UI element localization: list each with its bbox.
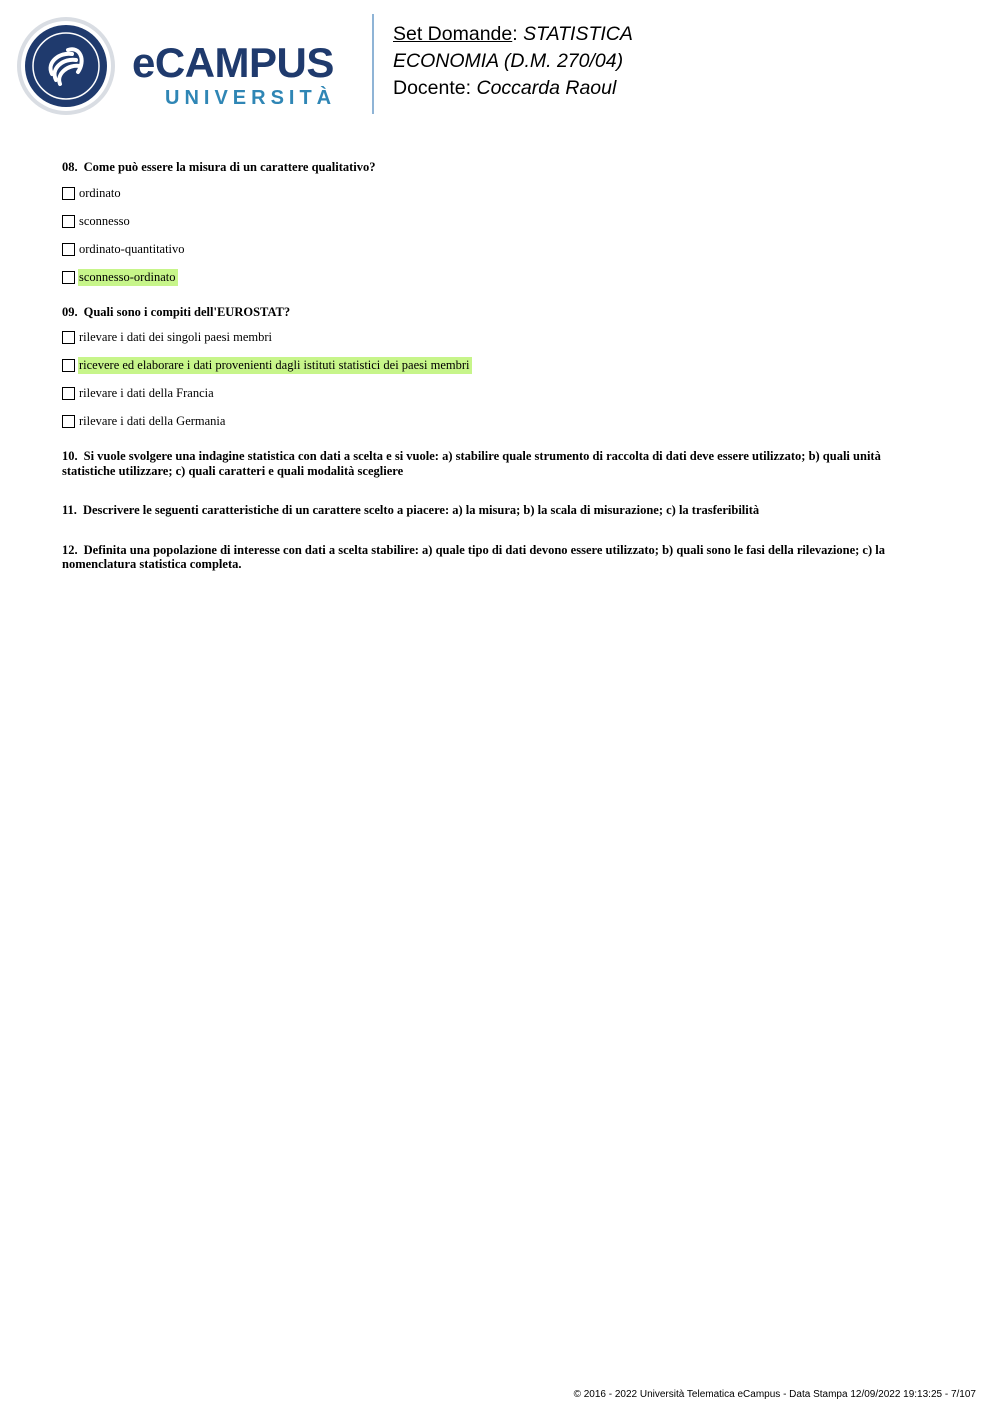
- answer-checkbox[interactable]: [62, 359, 75, 372]
- teacher-name: Coccarda Raoul: [476, 77, 617, 99]
- answer-label: rilevare i dati della Francia: [79, 386, 214, 400]
- logo-subtitle-text: UNIVERSITÀ: [165, 87, 337, 109]
- question-10: [62, 449, 922, 478]
- question-body: Come può essere la misura di un carattere qualitativo?: [83, 160, 376, 174]
- answer-option[interactable]: [62, 412, 922, 431]
- question-list: [62, 160, 922, 597]
- header-info: [393, 21, 633, 102]
- answer-checkbox[interactable]: [62, 387, 75, 400]
- question-number: 08.: [62, 160, 78, 174]
- answer-option-correct[interactable]: [62, 268, 922, 287]
- answer-label: rilevare i dati della Germania: [79, 414, 226, 428]
- question-08: [62, 160, 922, 287]
- answer-checkbox[interactable]: [62, 243, 75, 256]
- question-body: Si vuole svolgere una indagine statistica con dati a scelta e si vuole: a) stabilire quale strumento di raccolta di dati deve essere utilizzato; b) quali unità statistiche utilizzare; c) quali caratteri e quali modalità scegliere: [62, 449, 881, 478]
- logo-brand-text: eCAMPUS: [132, 39, 334, 86]
- question-body: Quali sono i compiti dell'EUROSTAT?: [83, 304, 291, 319]
- question-11: [62, 503, 922, 518]
- answer-label-highlighted: sconnesso-ordinato: [79, 269, 176, 284]
- question-text: [62, 449, 922, 478]
- question-text: [62, 305, 922, 320]
- answer-checkbox[interactable]: [62, 331, 75, 344]
- set-label: Set Domande: [393, 23, 513, 45]
- question-12: [62, 543, 922, 572]
- answer-option[interactable]: [62, 184, 922, 203]
- teacher-label: Docente:: [393, 77, 472, 99]
- answer-option-correct[interactable]: [62, 356, 922, 375]
- question-number: 12.: [62, 542, 78, 557]
- answer-label: ordinato: [79, 185, 121, 200]
- answer-option[interactable]: [62, 384, 922, 403]
- answer-label: rilevare i dati dei singoli paesi membri: [79, 330, 272, 344]
- answer-checkbox[interactable]: [62, 271, 75, 284]
- question-body: Descrivere le seguenti caratteristiche di un carattere scelto a piacere: a) la misura; b) la scala di misurazione; c) la trasferibilità: [82, 503, 760, 517]
- answer-label: ordinato-quantitativo: [79, 241, 185, 256]
- question-number: 11.: [62, 503, 77, 517]
- answer-option[interactable]: [62, 212, 922, 231]
- question-body: Definita una popolazione di interesse con dati a scelta stabilire: a) quale tipo di dati devono essere utilizzato; b) quali sono le fasi della rilevazione; c) la nomenclatura statistica completa.: [62, 542, 885, 571]
- subject-line-1: STATISTICA: [523, 23, 633, 45]
- header-line-3: [393, 75, 633, 102]
- question-number: 09.: [62, 304, 78, 319]
- question-text: [62, 543, 922, 572]
- question-09: [62, 305, 922, 432]
- answer-checkbox[interactable]: [62, 415, 75, 428]
- header-line-2: [393, 48, 633, 75]
- header-line-1: [393, 21, 633, 48]
- header-divider: [372, 14, 374, 114]
- answer-option[interactable]: [62, 240, 922, 259]
- subject-line-2: ECONOMIA (D.M. 270/04): [393, 50, 624, 72]
- answer-checkbox[interactable]: [62, 187, 75, 200]
- set-separator: :: [512, 23, 518, 45]
- university-seal-icon: [16, 16, 116, 116]
- answer-option[interactable]: [62, 328, 922, 347]
- question-number: 10.: [62, 449, 78, 463]
- question-text: [62, 160, 922, 175]
- answer-label-highlighted: ricevere ed elaborare i dati provenienti dagli istituti statistici dei paesi membri: [79, 358, 470, 372]
- answer-label: sconnesso: [79, 213, 130, 228]
- page-footer: © 2016 - 2022 Università Telematica eCampus - Data Stampa 12/09/2022 19:13:25 - 7/107: [573, 1389, 976, 1400]
- answer-checkbox[interactable]: [62, 215, 75, 228]
- question-text: [62, 503, 922, 518]
